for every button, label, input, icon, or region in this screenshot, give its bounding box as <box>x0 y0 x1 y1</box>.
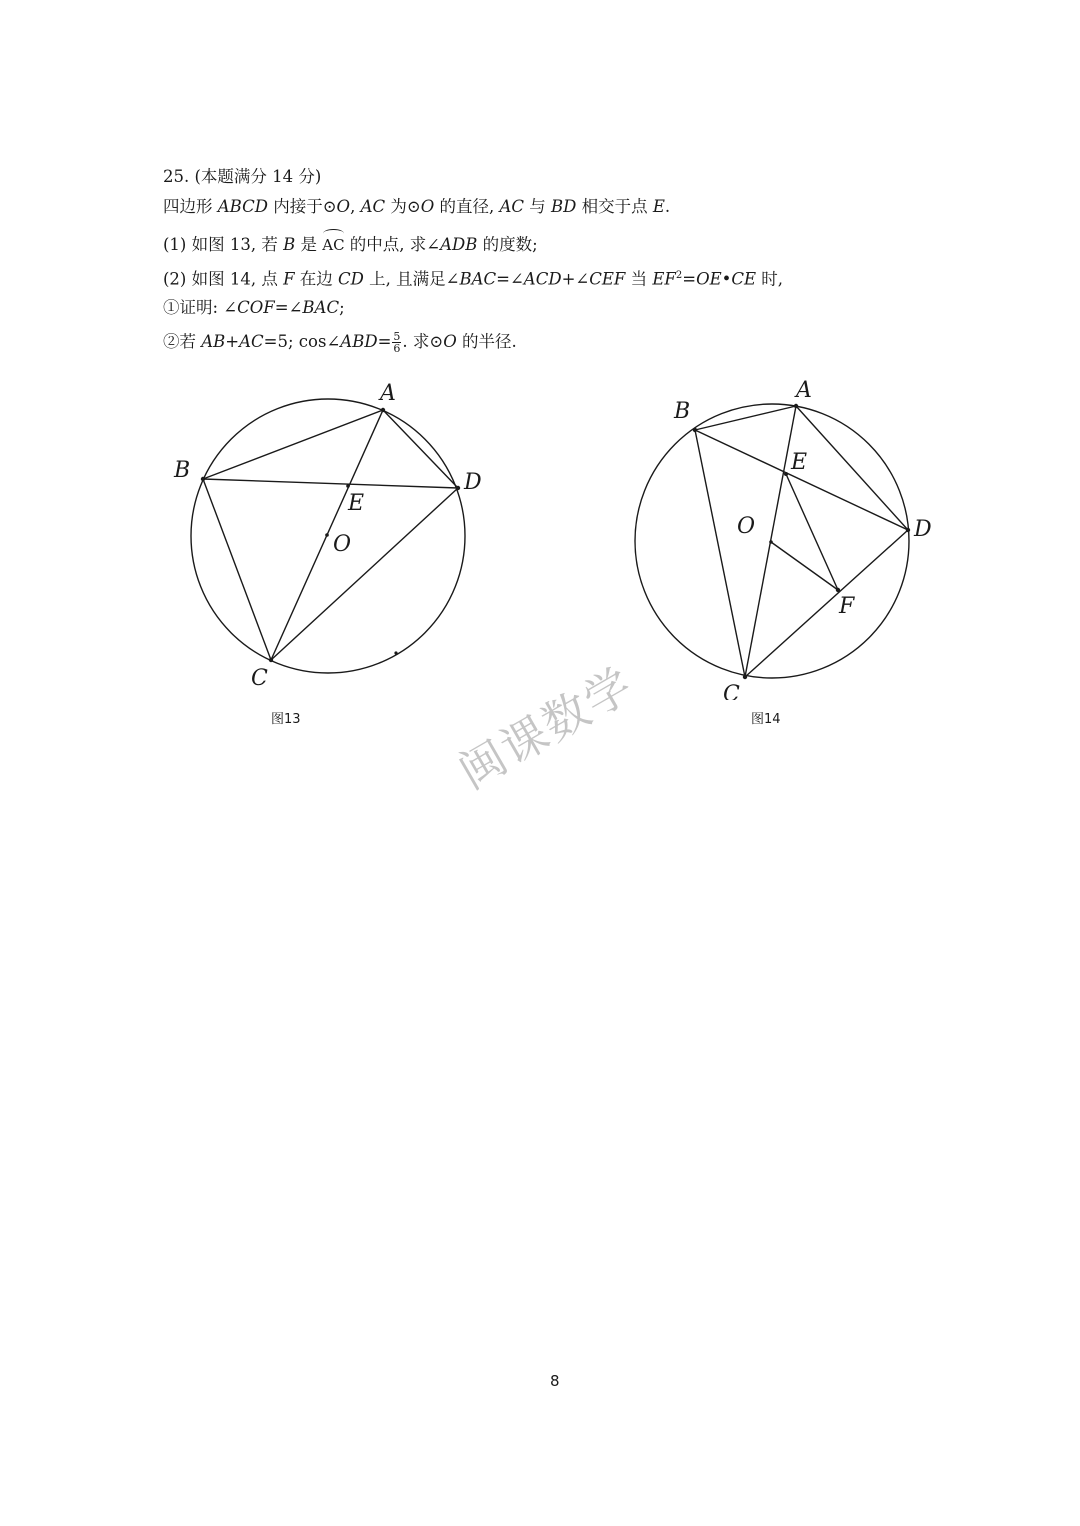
point-o <box>325 533 329 537</box>
label-b: B <box>674 399 691 424</box>
segment-cd <box>271 488 458 660</box>
text: = <box>377 332 392 351</box>
superscript: 2 <box>675 270 683 281</box>
text: 时, <box>756 269 784 289</box>
label-c: C <box>251 666 268 691</box>
segment-bc <box>203 479 271 660</box>
math-var: BAC <box>459 269 497 289</box>
point-o <box>769 540 773 544</box>
segment-bd <box>203 479 458 488</box>
math-var: ADB <box>440 235 478 254</box>
math-var: AC <box>499 197 525 216</box>
text: =∠ <box>496 269 524 289</box>
text: , <box>350 197 361 216</box>
text: ②若 <box>163 332 202 351</box>
label-d: D <box>464 470 482 495</box>
math-var: CD <box>338 269 364 289</box>
math-var: BD <box>551 197 577 216</box>
figure-13-diagram <box>160 370 500 700</box>
text: . <box>664 197 671 216</box>
label-a: A <box>796 378 812 403</box>
math-var: O <box>336 197 351 216</box>
label-f: F <box>839 594 855 619</box>
point-f <box>836 588 840 592</box>
math-var: E <box>652 197 665 216</box>
figure-14 <box>620 370 960 700</box>
text: + <box>225 332 240 351</box>
segment-cd <box>745 530 908 677</box>
text: 是 <box>295 235 323 254</box>
figure-14-diagram <box>620 370 960 700</box>
text: • <box>721 269 732 289</box>
fraction-denominator: 6 <box>393 342 401 355</box>
math-var: ABD <box>340 332 378 351</box>
segment-bd <box>695 430 908 530</box>
segment-ad <box>383 410 458 488</box>
text: 的半径. <box>456 332 517 351</box>
text: (1) 如图 13, 若 <box>163 235 284 254</box>
point-e <box>346 484 350 488</box>
figure-13 <box>160 370 500 700</box>
text: 在边 <box>294 269 339 289</box>
text: 的中点, 求∠ <box>344 235 441 254</box>
math-var: F <box>283 269 295 289</box>
text: 当 <box>625 269 653 289</box>
text: =5; cos∠ <box>263 332 341 351</box>
text: +∠ <box>561 269 590 289</box>
point-b <box>693 428 697 432</box>
text: 为⊙ <box>385 197 421 216</box>
text: =∠ <box>274 298 303 317</box>
text: 与 <box>524 197 552 216</box>
label-o: O <box>737 514 756 539</box>
label-c: C <box>723 682 740 700</box>
text: . 求⊙ <box>402 332 444 351</box>
text: 相交于点 <box>576 197 653 216</box>
math-var: ABCD <box>217 197 268 216</box>
math-var: COF <box>237 298 275 317</box>
math-var: O <box>443 332 457 351</box>
part-2 <box>163 265 783 291</box>
point-a <box>794 404 798 408</box>
fraction-numerator: 5 <box>393 330 401 343</box>
math-var: EF <box>652 269 676 289</box>
text: (2) 如图 14, 点 <box>163 269 284 289</box>
math-var: CE <box>731 269 757 289</box>
point-e <box>784 472 788 476</box>
figure-13-caption: 图13 <box>271 712 301 727</box>
point-d <box>456 486 460 490</box>
point-a <box>381 408 385 412</box>
page-number: 8 <box>550 1372 560 1390</box>
problem-stem <box>163 196 670 218</box>
math-var: O <box>420 197 435 216</box>
math-var: AC <box>239 332 264 351</box>
figure-14-caption: 图14 <box>751 712 781 727</box>
segment-bc <box>695 430 745 677</box>
math-var: ACD <box>523 269 562 289</box>
text: ; <box>339 298 345 317</box>
arc-dot <box>394 651 397 654</box>
text: 的度数; <box>477 235 538 254</box>
label-e: E <box>791 450 808 475</box>
segment-ef <box>786 474 838 590</box>
part-1 <box>163 234 538 256</box>
arc-ac: AC <box>322 236 345 254</box>
math-var: B <box>283 235 296 254</box>
text: 上, 且满足∠ <box>363 269 460 289</box>
point-d <box>906 528 910 532</box>
point-c <box>269 658 273 662</box>
math-var: AB <box>201 332 226 351</box>
label-d: D <box>914 517 932 542</box>
sub-question-2 <box>163 331 517 354</box>
watermark: 闽课数学 <box>449 656 643 800</box>
math-var: AC <box>360 197 386 216</box>
label-b: B <box>174 458 191 483</box>
math-var: OE <box>696 269 722 289</box>
sub-question-1 <box>163 297 345 319</box>
label-e: E <box>348 491 365 516</box>
label-a: A <box>380 381 396 406</box>
point-b <box>201 477 205 481</box>
text: ①证明: ∠ <box>163 298 238 317</box>
problem-header: 25. (本题满分 14 分) <box>163 167 322 186</box>
math-var: CEF <box>589 269 626 289</box>
text: = <box>682 269 697 289</box>
segment-ad <box>796 406 908 530</box>
point-c <box>743 675 747 679</box>
text: 的直径, <box>434 197 500 216</box>
math-var: BAC <box>302 298 340 317</box>
text: 四边形 <box>163 197 218 216</box>
label-o: O <box>333 532 352 557</box>
text: 内接于⊙ <box>267 197 337 216</box>
fraction-5-6 <box>392 331 401 354</box>
